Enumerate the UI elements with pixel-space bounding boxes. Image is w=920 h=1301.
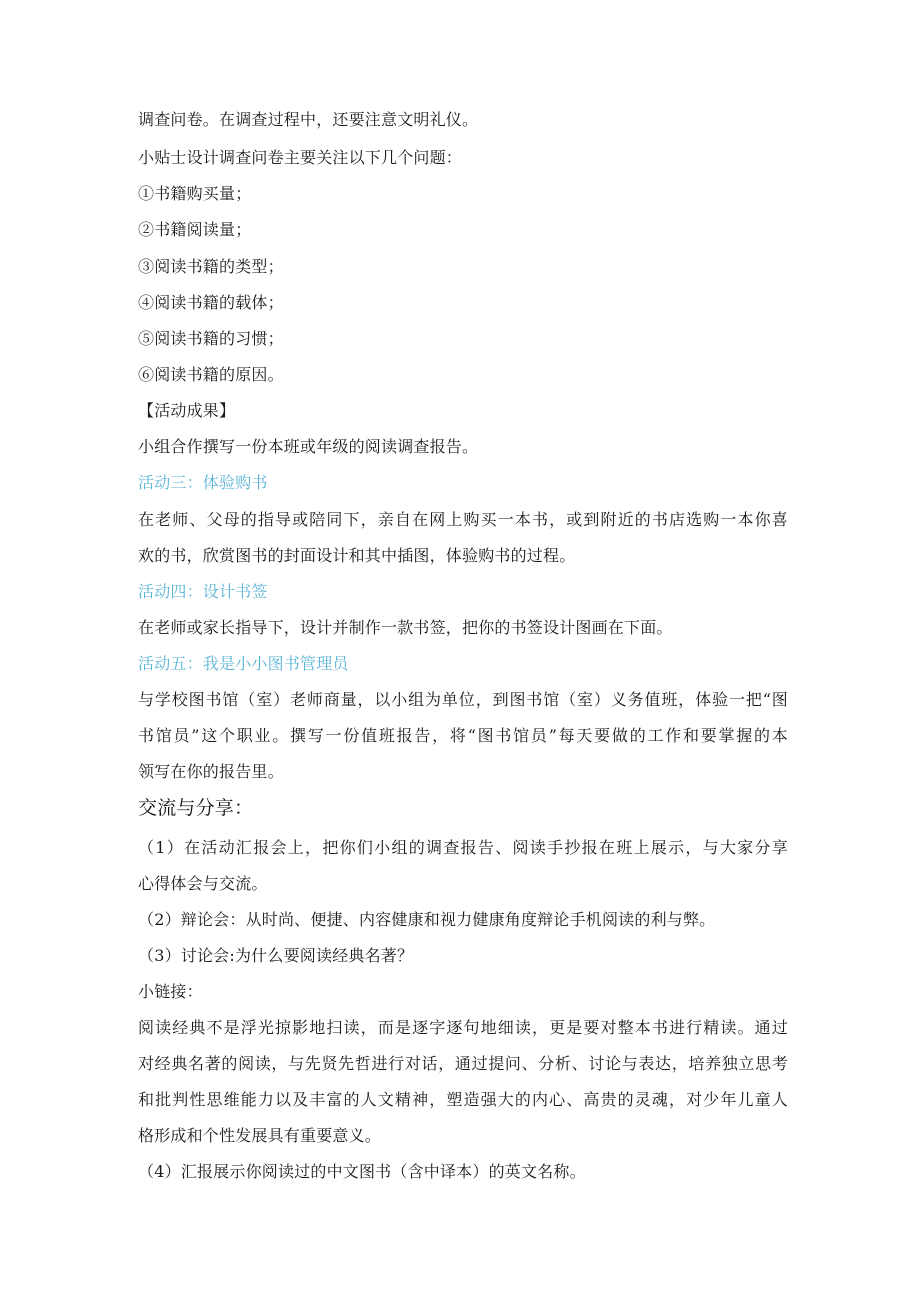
activity-four-text: 在老师或家长指导下，设计并制作一款书签，把你的书签设计图画在下面。 [138, 618, 673, 637]
activity-result-heading: 【活动成果】 [138, 401, 236, 420]
list-item-6: ⑥阅读书籍的原因。 [138, 365, 284, 384]
exchange-share-heading: 交流与分享： [138, 797, 254, 819]
activity-five-text-2: 书馆员”这个职业。撰写一份值班报告，将“图书馆员”每天要做的工作和要掌握的本 [138, 726, 788, 745]
link-text-1: 阅读经典不是浮光掠影地扫读，而是逐字逐句地细读，更是要对整本书进行精读。通过 [138, 1018, 788, 1037]
text-line-survey-end: 调查问卷。在调查过程中，还要注意文明礼仪。 [138, 110, 479, 129]
list-item-3: ③阅读书籍的类型； [138, 257, 284, 276]
activity-five-text-3: 领写在你的报告里。 [138, 762, 284, 781]
link-text-2: 对经典名著的阅读，与先贤先哲进行对话，通过提问、分析、讨论与表达，培养独立思考 [138, 1054, 788, 1073]
share-item-4: （4）汇报展示你阅读过的中文图书（含中译本）的英文名称。 [138, 1162, 586, 1181]
list-item-1: ①书籍购买量； [138, 184, 252, 203]
activity-five-heading: 活动五：我是小小图书管理员 [138, 654, 349, 673]
share-item-1-line-1: （1）在活动汇报会上，把你们小组的调查报告、阅读手抄报在班上展示，与大家分享 [138, 838, 788, 857]
list-item-2: ②书籍阅读量； [138, 220, 252, 239]
list-item-4: ④阅读书籍的载体； [138, 293, 284, 312]
share-item-2: （2）辩论会：从时尚、便捷、内容健康和视力健康角度辩论手机阅读的利与弊。 [138, 910, 716, 929]
text-line-tips-intro: 小贴士设计调查问卷主要关注以下几个问题： [138, 148, 463, 167]
share-item-1-line-2: 心得体会与交流。 [138, 874, 268, 893]
activity-three-heading: 活动三：体验购书 [138, 473, 268, 492]
activity-three-text-2: 欢的书，欣赏图书的封面设计和其中插图，体验购书的过程。 [138, 546, 576, 565]
activity-five-text-1: 与学校图书馆（室）老师商量，以小组为单位，到图书馆（室）义务值班，体验一把“图 [138, 690, 788, 709]
list-item-5: ⑤阅读书籍的习惯； [138, 329, 284, 348]
activity-four-heading: 活动四：设计书签 [138, 582, 268, 601]
activity-result-text: 小组合作撰写一份本班或年级的阅读调查报告。 [138, 437, 479, 456]
link-text-3: 和批判性思维能力以及丰富的人文精神，塑造强大的内心、高贵的灵魂，对少年儿童人 [138, 1090, 788, 1109]
activity-three-text-1: 在老师、父母的指导或陪同下，亲自在网上购买一本书，或到附近的书店选购一本你喜 [138, 510, 788, 529]
link-text-4: 格形成和个性发展具有重要意义。 [138, 1126, 382, 1145]
share-item-3: （3）讨论会:为什么要阅读经典名著？ [138, 946, 414, 965]
link-heading: 小链接： [138, 982, 203, 1001]
